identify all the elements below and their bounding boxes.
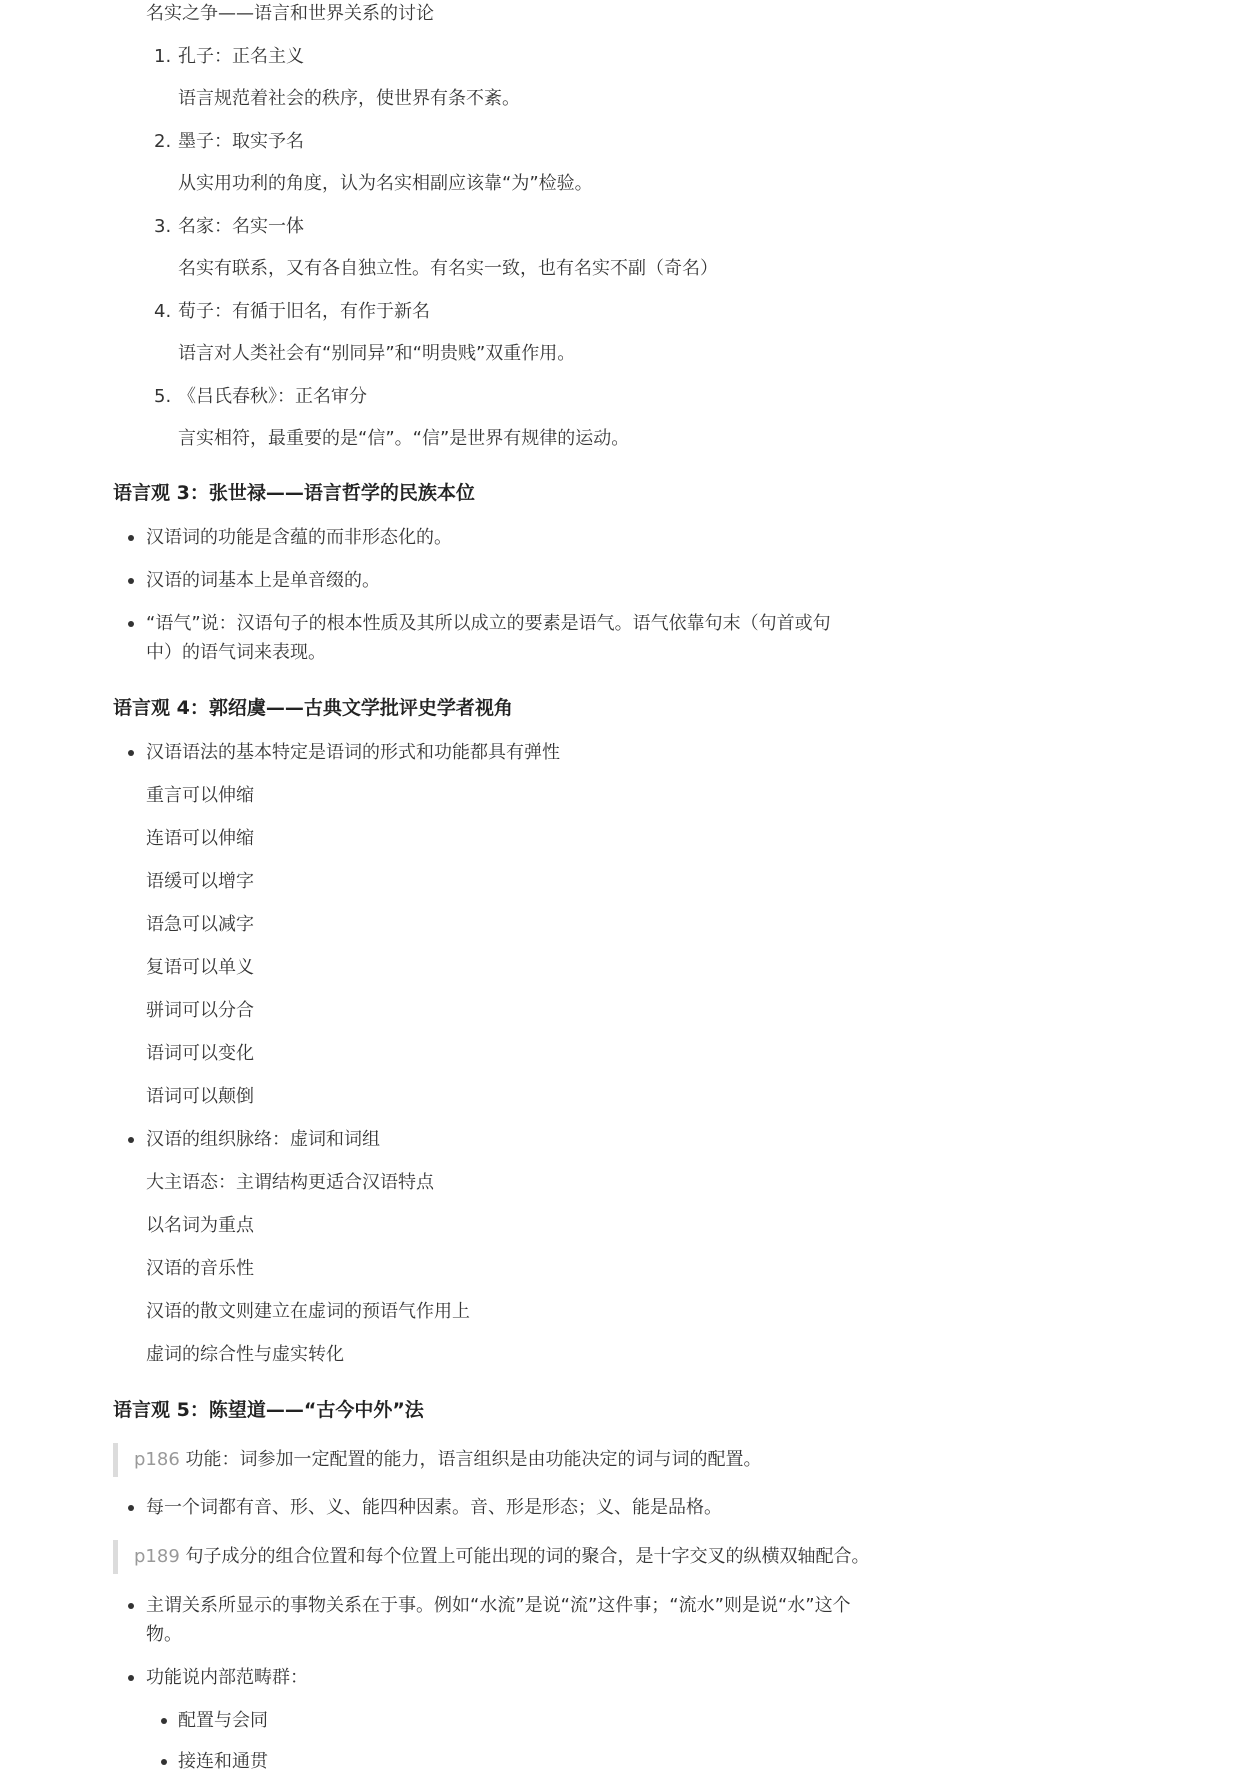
blockquote-bar bbox=[113, 1540, 118, 1574]
list-item-desc: 语言规范着社会的秩序，使世界有条不紊。 bbox=[178, 88, 520, 109]
bullet-text: 汉语的词基本上是单音缀的。 bbox=[146, 570, 380, 591]
sub-item: 语缓可以增字 bbox=[146, 871, 254, 892]
sub-item: 连语可以伸缩 bbox=[146, 828, 254, 849]
bullet-text: 汉语词的功能是含蕴的而非形态化的。 bbox=[146, 527, 452, 548]
bullet-dot bbox=[128, 1603, 134, 1609]
sub-item: 重言可以伸缩 bbox=[146, 785, 254, 806]
bullet-dot bbox=[128, 578, 134, 584]
list-item-desc: 语言对人类社会有“别同异”和“明贵贱”双重作用。 bbox=[178, 343, 576, 364]
bullet-text: 汉语语法的基本特定是语词的形式和功能都具有弹性 bbox=[146, 742, 560, 763]
list-item-title: 荀子：有循于旧名，有作于新名 bbox=[178, 301, 430, 322]
list-number: 5. bbox=[154, 386, 172, 407]
list-item-desc: 从实用功利的角度，认为名实相副应该靠“为”检验。 bbox=[178, 173, 593, 194]
blockquote-text bbox=[134, 1448, 762, 1472]
bullet-text: 每一个词都有音、形、义、能四种因素。音、形是形态；义、能是品格。 bbox=[146, 1497, 722, 1518]
sub-item: 以名词为重点 bbox=[146, 1215, 254, 1236]
sub-item: 语急可以减字 bbox=[146, 914, 254, 935]
section-heading: 语言观 5：陈望道——“古今中外”法 bbox=[113, 1399, 424, 1421]
sub-item: 汉语的散文则建立在虚词的预语气作用上 bbox=[146, 1301, 470, 1322]
bullet-dot bbox=[128, 535, 134, 541]
sub-item: 虚词的综合性与虚实转化 bbox=[146, 1344, 344, 1365]
bullet-dot bbox=[128, 750, 134, 756]
sub-bullet-dot bbox=[161, 1759, 167, 1765]
sub-item: 大主语态：主谓结构更适合汉语特点 bbox=[146, 1172, 434, 1193]
list-item-title: 名家：名实一体 bbox=[178, 216, 304, 237]
blockquote-bar bbox=[113, 1443, 118, 1477]
list-item-title: 墨子：取实予名 bbox=[178, 131, 304, 152]
list-number: 4. bbox=[154, 301, 172, 322]
bullet-text: 功能说内部范畴群： bbox=[146, 1667, 308, 1688]
bullet-text: 主谓关系所显示的事物关系在于事。例如“水流”是说“流”这件事；“流水”则是说“水”这个 bbox=[146, 1595, 851, 1616]
bullet-text-continued: 中）的语气词来表现。 bbox=[146, 642, 326, 663]
bullet-text: 汉语的组织脉络：虚词和词组 bbox=[146, 1129, 380, 1150]
section-heading: 语言观 4：郭绍虞——古典文学批评史学者视角 bbox=[113, 697, 513, 719]
page-reference: p186 bbox=[134, 1449, 180, 1470]
bullet-dot bbox=[128, 1137, 134, 1143]
bullet-dot bbox=[128, 621, 134, 627]
section-heading: 语言观 3：张世禄——语言哲学的民族本位 bbox=[113, 482, 475, 504]
quote-body: 句子成分的组合位置和每个位置上可能出现的词的聚合，是十字交叉的纵横双轴配合。 bbox=[185, 1546, 870, 1567]
bullet-dot bbox=[128, 1505, 134, 1511]
list-number: 2. bbox=[154, 131, 172, 152]
sub-bullet-dot bbox=[161, 1718, 167, 1724]
list-number: 1. bbox=[154, 46, 172, 67]
sub-item: 语词可以颠倒 bbox=[146, 1086, 254, 1107]
sub-item: 汉语的音乐性 bbox=[146, 1258, 254, 1279]
intro-line: 名实之争——语言和世界关系的讨论 bbox=[146, 3, 434, 24]
page-reference: p189 bbox=[134, 1546, 180, 1567]
blockquote-text bbox=[134, 1545, 870, 1569]
list-item-desc: 名实有联系，又有各自独立性。有名实一致，也有名实不副（奇名） bbox=[178, 258, 718, 279]
sub-item: 语词可以变化 bbox=[146, 1043, 254, 1064]
bullet-text-continued: 物。 bbox=[146, 1624, 182, 1645]
sub-item: 骈词可以分合 bbox=[146, 1000, 254, 1021]
sub-bullet-text: 配置与会同 bbox=[178, 1710, 268, 1731]
bullet-dot bbox=[128, 1675, 134, 1681]
list-item-desc: 言实相符，最重要的是“信”。“信”是世界有规律的运动。 bbox=[178, 428, 630, 449]
sub-item: 复语可以单义 bbox=[146, 957, 254, 978]
list-number: 3. bbox=[154, 216, 172, 237]
list-item-title: 孔子：正名主义 bbox=[178, 46, 304, 67]
bullet-text: “语气”说：汉语句子的根本性质及其所以成立的要素是语气。语气依靠句末（句首或句 bbox=[146, 613, 831, 634]
list-item-title: 《吕氏春秋》：正名审分 bbox=[178, 386, 367, 407]
quote-body: 功能：词参加一定配置的能力，语言组织是由功能决定的词与词的配置。 bbox=[185, 1449, 762, 1470]
sub-bullet-text: 接连和通贯 bbox=[178, 1751, 268, 1772]
